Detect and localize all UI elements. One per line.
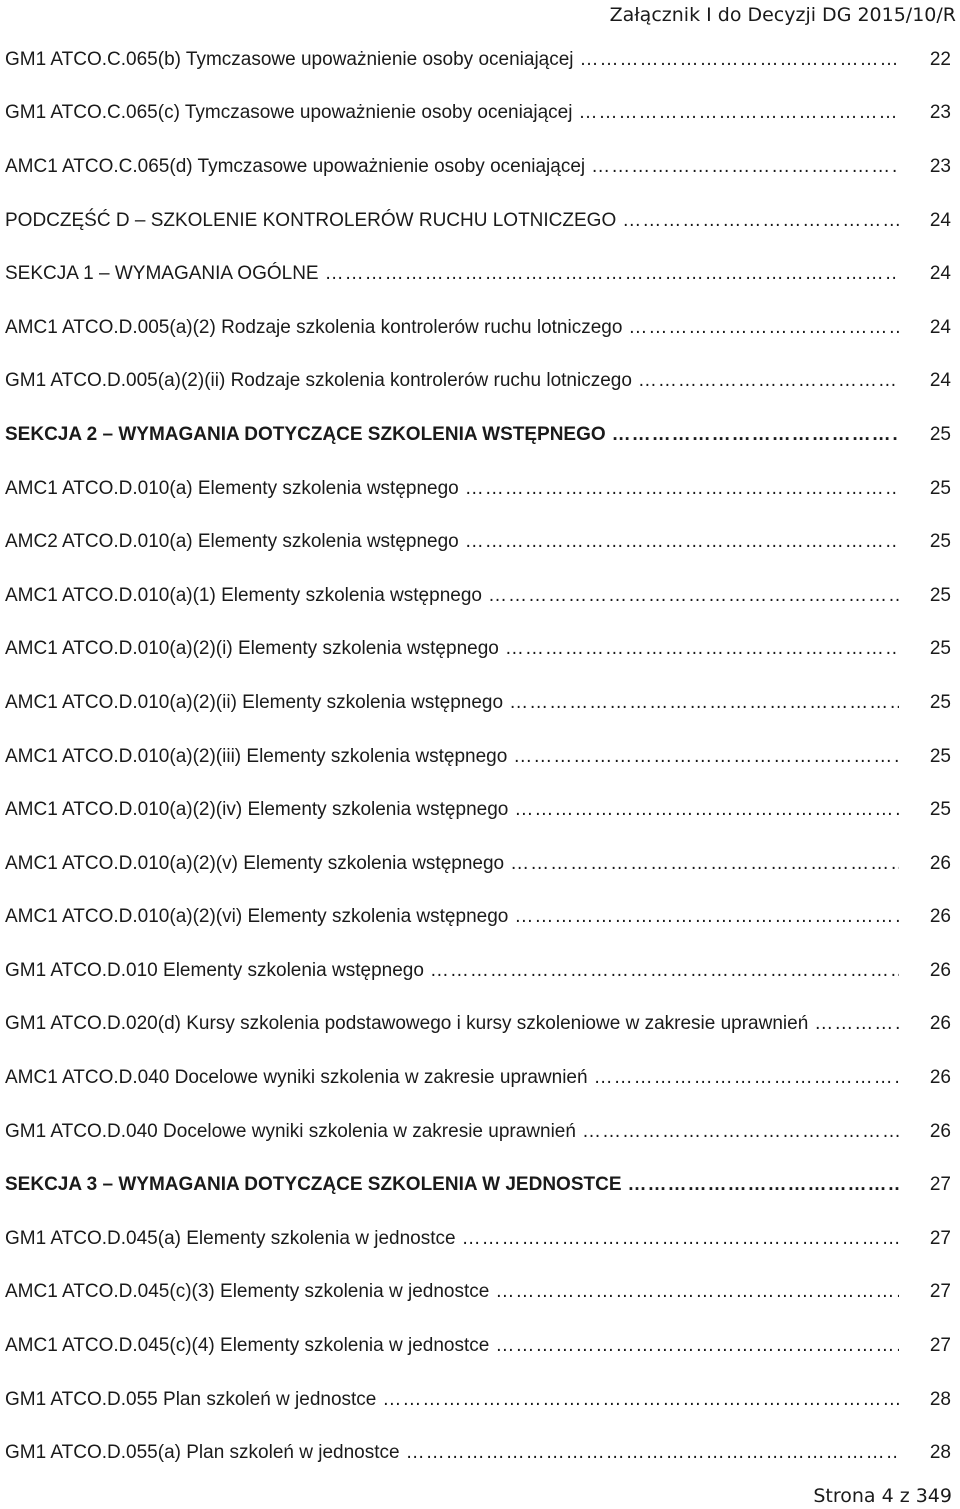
toc-entry-label: AMC2 ATCO.D.010(a) Elementy szkolenia wstępnego xyxy=(5,531,459,553)
toc-entry-label: GM1 ATCO.D.055(a) Plan szkoleń w jednostce xyxy=(5,1442,400,1464)
toc-entry[interactable] xyxy=(5,676,951,730)
page-number-footer: Strona 4 z 349 xyxy=(813,1485,952,1507)
toc-entry-label: AMC1 ATCO.D.010(a)(2)(iii) Elementy szkolenia wstępnego xyxy=(5,745,508,767)
toc-entry-label: GM1 ATCO.D.010 Elementy szkolenia wstępnego xyxy=(5,959,424,981)
toc-entry-page-number: 24 xyxy=(929,263,951,285)
toc-dot-leader xyxy=(495,1335,899,1357)
toc-entry-page-number: 25 xyxy=(929,584,951,606)
toc-entry-page-number: 26 xyxy=(929,959,951,981)
toc-entry-page-number: 28 xyxy=(929,1388,951,1410)
toc-entry-page-number: 24 xyxy=(929,209,951,231)
toc-entry[interactable] xyxy=(5,140,951,194)
toc-entry[interactable] xyxy=(5,408,951,462)
toc-dot-leader xyxy=(514,906,899,928)
toc-entry-page-number: 26 xyxy=(929,1120,951,1142)
toc-entry[interactable] xyxy=(5,1373,951,1427)
toc-entry[interactable] xyxy=(5,944,951,998)
toc-entry[interactable] xyxy=(5,355,951,409)
toc-dot-leader xyxy=(628,1174,900,1196)
toc-entry-label: SEKCJA 2 – WYMAGANIA DOTYCZĄCE SZKOLENIA WSTĘPNEGO xyxy=(5,423,606,445)
toc-dot-leader xyxy=(465,478,899,500)
toc-dot-leader xyxy=(430,960,899,982)
toc-entry[interactable] xyxy=(5,515,951,569)
toc-entry[interactable] xyxy=(5,623,951,677)
toc-entry-label: AMC1 ATCO.D.010(a)(1) Elementy szkolenia wstępnego xyxy=(5,584,482,606)
toc-dot-leader xyxy=(594,1067,899,1089)
toc-entry-label: GM1 ATCO.C.065(c) Tymczasowe upoważnienie osoby oceniającej xyxy=(5,102,573,124)
toc-entry-page-number: 25 xyxy=(929,477,951,499)
toc-entry-page-number: 23 xyxy=(929,155,951,177)
toc-entry-label: AMC1 ATCO.C.065(d) Tymczasowe upoważnienie osoby oceniającej xyxy=(5,155,586,177)
toc-entry-page-number: 24 xyxy=(929,316,951,338)
toc-entry-label: GM1 ATCO.D.045(a) Elementy szkolenia w jednostce xyxy=(5,1227,456,1249)
toc-entry-label: GM1 ATCO.C.065(b) Tymczasowe upoważnienie osoby oceniającej xyxy=(5,48,574,70)
toc-entry-label: AMC1 ATCO.D.010(a)(2)(vi) Elementy szkolenia wstępnego xyxy=(5,906,509,928)
toc-entry[interactable] xyxy=(5,1105,951,1159)
toc-entry[interactable] xyxy=(5,87,951,141)
toc-entry[interactable] xyxy=(5,569,951,623)
toc-dot-leader xyxy=(582,1121,899,1143)
toc-entry-page-number: 23 xyxy=(929,102,951,124)
toc-entry[interactable] xyxy=(5,1319,951,1373)
toc-entry[interactable] xyxy=(5,730,951,784)
toc-dot-leader xyxy=(325,263,899,285)
toc-entry[interactable] xyxy=(5,247,951,301)
toc-entry[interactable] xyxy=(5,1212,951,1266)
toc-entry-label: AMC1 ATCO.D.010(a)(2)(iv) Elementy szkolenia wstępnego xyxy=(5,799,509,821)
toc-dot-leader xyxy=(591,156,899,178)
toc-dot-leader xyxy=(514,799,899,821)
toc-entry[interactable] xyxy=(5,1158,951,1212)
toc-entry-page-number: 26 xyxy=(929,906,951,928)
toc-entry-page-number: 27 xyxy=(929,1281,951,1303)
toc-entry-page-number: 22 xyxy=(929,48,951,70)
toc-entry-page-number: 25 xyxy=(929,638,951,660)
toc-dot-leader xyxy=(622,210,899,232)
toc-dot-leader xyxy=(578,102,899,124)
toc-entry-label: AMC1 ATCO.D.010(a)(2)(v) Elementy szkolenia wstępnego xyxy=(5,852,505,874)
toc-entry-label: AMC1 ATCO.D.045(c)(4) Elementy szkolenia w jednostce xyxy=(5,1335,490,1357)
toc-dot-leader xyxy=(495,1281,899,1303)
toc-entry-label: GM1 ATCO.D.005(a)(2)(ii) Rodzaje szkolenia kontrolerów ruchu lotniczego xyxy=(5,370,632,392)
toc-entry-page-number: 27 xyxy=(929,1335,951,1357)
toc-dot-leader xyxy=(510,853,899,875)
toc-dot-leader xyxy=(465,531,899,553)
toc-entry-label: AMC1 ATCO.D.010(a) Elementy szkolenia wstępnego xyxy=(5,477,459,499)
toc-entry-page-number: 25 xyxy=(929,691,951,713)
toc-dot-leader xyxy=(505,638,899,660)
toc-entry-label: AMC1 ATCO.D.040 Docelowe wyniki szkolenia w zakresie uprawnień xyxy=(5,1067,588,1089)
toc-dot-leader xyxy=(814,1013,899,1035)
toc-entry-page-number: 26 xyxy=(929,852,951,874)
toc-entry-label: SEKCJA 1 – WYMAGANIA OGÓLNE xyxy=(5,263,319,285)
toc-entry[interactable] xyxy=(5,1051,951,1105)
toc-entry-page-number: 28 xyxy=(929,1442,951,1464)
toc-entry[interactable] xyxy=(5,998,951,1052)
toc-entry-label: AMC1 ATCO.D.045(c)(3) Elementy szkolenia w jednostce xyxy=(5,1281,490,1303)
toc-entry-page-number: 27 xyxy=(929,1174,951,1196)
toc-entry[interactable] xyxy=(5,1266,951,1320)
toc-dot-leader xyxy=(612,424,899,446)
toc-entry[interactable] xyxy=(5,462,951,516)
toc-dot-leader xyxy=(406,1442,899,1464)
document-header: Załącznik I do Decyzji DG 2015/10/R xyxy=(609,4,956,26)
toc-entry-label: AMC1 ATCO.D.010(a)(2)(ii) Elementy szkolenia wstępnego xyxy=(5,691,504,713)
toc-entry-page-number: 26 xyxy=(929,1013,951,1035)
toc-entry-page-number: 25 xyxy=(929,799,951,821)
toc-dot-leader xyxy=(513,746,899,768)
toc-entry[interactable] xyxy=(5,783,951,837)
toc-entry[interactable] xyxy=(5,1426,951,1480)
toc-entry-label: PODCZĘŚĆ D – SZKOLENIE KONTROLERÓW RUCHU LOTNICZEGO xyxy=(5,209,617,231)
toc-entry-page-number: 24 xyxy=(929,370,951,392)
toc-dot-leader xyxy=(462,1228,899,1250)
toc-entry-page-number: 25 xyxy=(929,745,951,767)
toc-entry-label: AMC1 ATCO.D.010(a)(2)(i) Elementy szkolenia wstępnego xyxy=(5,638,499,660)
toc-entry-label: GM1 ATCO.D.040 Docelowe wyniki szkolenia w zakresie uprawnień xyxy=(5,1120,576,1142)
table-of-contents xyxy=(5,33,951,1480)
toc-dot-leader xyxy=(488,585,899,607)
toc-entry-page-number: 25 xyxy=(929,423,951,445)
toc-dot-leader xyxy=(509,692,899,714)
toc-entry-label: GM1 ATCO.D.055 Plan szkoleń w jednostce xyxy=(5,1388,377,1410)
toc-entry-label: GM1 ATCO.D.020(d) Kursy szkolenia podstawowego i kursy szkoleniowe w zakresie uprawnień xyxy=(5,1013,809,1035)
toc-dot-leader xyxy=(638,370,899,392)
toc-dot-leader xyxy=(382,1389,899,1411)
toc-entry-label: SEKCJA 3 – WYMAGANIA DOTYCZĄCE SZKOLENIA W JEDNOSTCE xyxy=(5,1174,622,1196)
toc-entry-label: AMC1 ATCO.D.005(a)(2) Rodzaje szkolenia kontrolerów ruchu lotniczego xyxy=(5,316,623,338)
toc-entry[interactable] xyxy=(5,301,951,355)
toc-entry-page-number: 25 xyxy=(929,531,951,553)
toc-entry-page-number: 26 xyxy=(929,1067,951,1089)
toc-entry[interactable] xyxy=(5,33,951,87)
toc-dot-leader xyxy=(580,49,899,71)
toc-entry[interactable] xyxy=(5,891,951,945)
toc-dot-leader xyxy=(628,317,899,339)
toc-entry-page-number: 27 xyxy=(929,1227,951,1249)
toc-entry[interactable] xyxy=(5,194,951,248)
toc-entry[interactable] xyxy=(5,837,951,891)
